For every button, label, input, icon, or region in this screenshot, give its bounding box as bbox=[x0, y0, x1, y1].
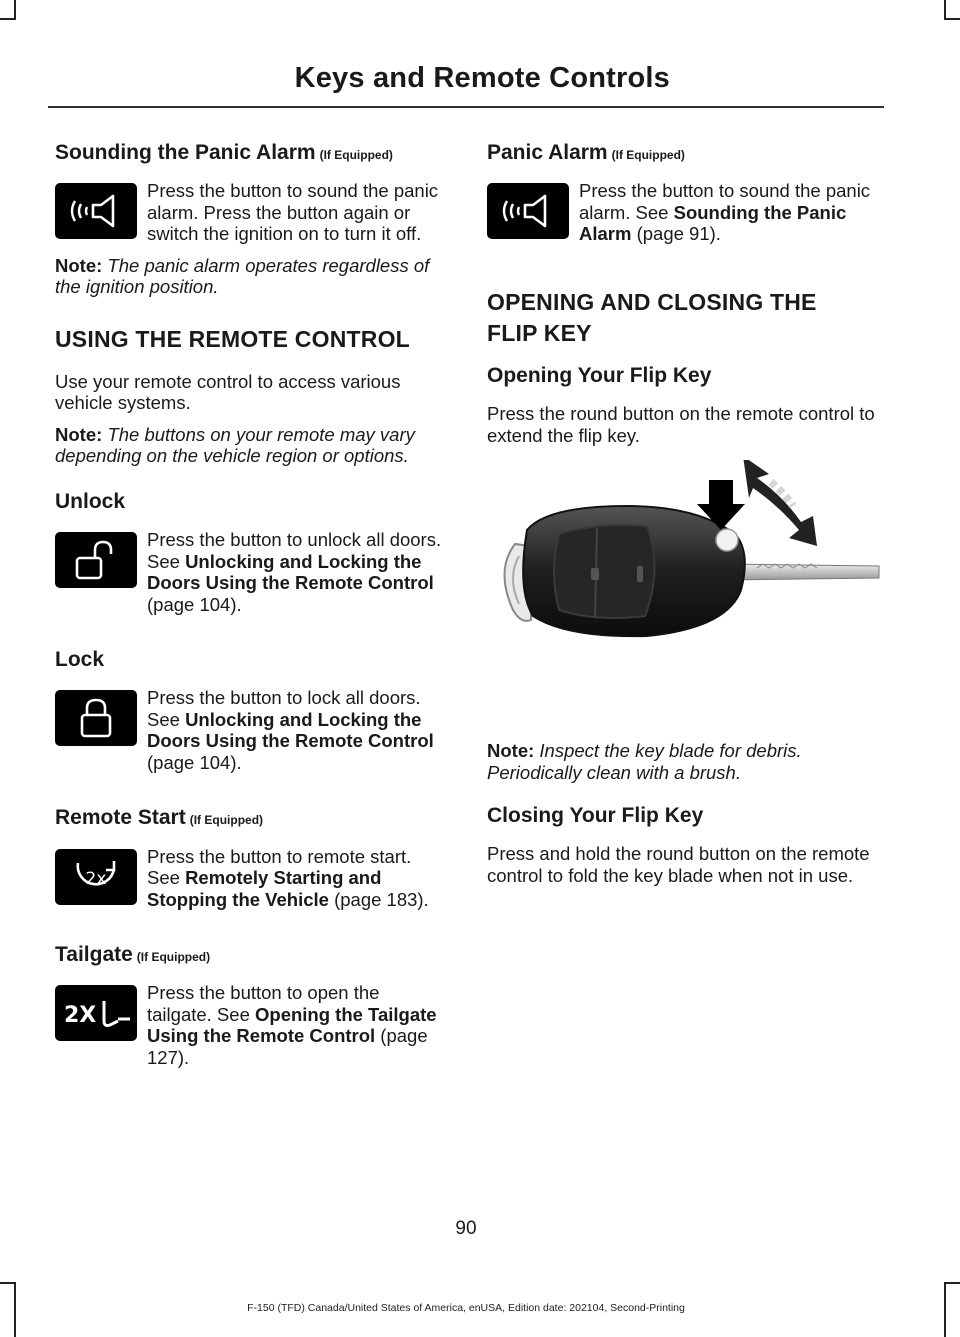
flip-key-note: Note: Inspect the key blade for debris. Periodically clean with a brush. bbox=[487, 740, 802, 783]
panic-alarm-note: Note: The panic alarm operates regardless of the ignition position. bbox=[55, 254, 430, 298]
closing-flip-key-text: Press and hold the round button on the remote control to fold the key blade when not in use. bbox=[487, 843, 870, 886]
opening-flip-key-heading: Opening Your Flip Key bbox=[487, 363, 712, 387]
tailgate-icon-label: 2X bbox=[64, 1003, 97, 1029]
remote-control-text: Use your remote control to access various vehicle systems. bbox=[55, 370, 401, 414]
crop-mark bbox=[0, 1282, 16, 1284]
panic-alarm-heading: Sounding the Panic Alarm (If Equipped) bbox=[55, 141, 393, 164]
right-column bbox=[487, 140, 883, 896]
panic-heading-right: Panic Alarm (If Equipped) bbox=[487, 141, 685, 164]
remote-start-heading: Remote Start (If Equipped) bbox=[55, 806, 264, 830]
opening-flip-key-text: Press the round button on the remote control to extend the flip key. bbox=[487, 403, 875, 446]
closing-flip-key-heading: Closing Your Flip Key bbox=[487, 804, 704, 828]
tailgate-icon bbox=[55, 985, 137, 1041]
remote-start-icon bbox=[55, 849, 137, 905]
unlock-block bbox=[55, 529, 447, 615]
crop-mark bbox=[944, 1282, 960, 1284]
lock-block bbox=[55, 687, 447, 773]
remote-control-heading: USING THE REMOTE CONTROL bbox=[55, 325, 410, 352]
remote-start-text: Press the button to remote start. See Remotely Starting and Stopping the Vehicle (page 183). bbox=[147, 845, 429, 910]
unlock-icon bbox=[55, 532, 137, 588]
remote-start-block bbox=[55, 846, 447, 911]
remote-control-note: Note: The buttons on your remote may vary depending on the vehicle region or options. bbox=[55, 423, 415, 467]
page-title: Keys and Remote Controls bbox=[294, 62, 670, 94]
left-column bbox=[55, 140, 447, 1078]
crop-mark bbox=[0, 18, 16, 20]
tailgate-block bbox=[55, 982, 447, 1068]
panic-block-right bbox=[487, 180, 883, 245]
unlock-heading: Unlock bbox=[55, 489, 126, 513]
page-header bbox=[48, 58, 884, 108]
crop-mark bbox=[944, 18, 960, 20]
panic-alarm-icon bbox=[487, 183, 569, 239]
page-number: 90 bbox=[455, 1218, 477, 1239]
crop-mark bbox=[14, 0, 16, 18]
flip-key-heading: OPENING AND CLOSING THE FLIP KEY bbox=[487, 288, 817, 346]
unlock-text: Press the button to unlock all doors. See Unlocking and Locking the Doors Using the Remote Control (page 104). bbox=[147, 529, 442, 615]
crop-mark bbox=[944, 0, 946, 18]
edition-info: F-150 (TFD) Canada/United States of America, enUSA, Edition date: 202104, Second-Printing bbox=[247, 1302, 685, 1314]
lock-text: Press the button to lock all doors. See Unlocking and Locking the Doors Using the Remote Control (page 104). bbox=[147, 687, 434, 773]
flip-key-illustration bbox=[487, 460, 883, 720]
panic-alarm-text: Press the button to sound the panic alarm. Press the button again or switch the ignition on to turn it off. bbox=[147, 180, 439, 245]
panic-alarm-block bbox=[55, 180, 447, 245]
lock-heading: Lock bbox=[55, 648, 105, 672]
remote-start-icon-label: 2x bbox=[85, 868, 107, 889]
tailgate-text: Press the button to open the tailgate. See Opening the Tailgate Using the Remote Control (page 127). bbox=[147, 982, 437, 1068]
panic-text-right: Press the button to sound the panic alarm. See Sounding the Panic Alarm (page 91). bbox=[579, 180, 871, 245]
lock-icon bbox=[55, 690, 137, 746]
panic-alarm-icon bbox=[55, 183, 137, 239]
crop-mark bbox=[944, 1282, 946, 1337]
tailgate-heading: Tailgate (If Equipped) bbox=[55, 943, 211, 967]
